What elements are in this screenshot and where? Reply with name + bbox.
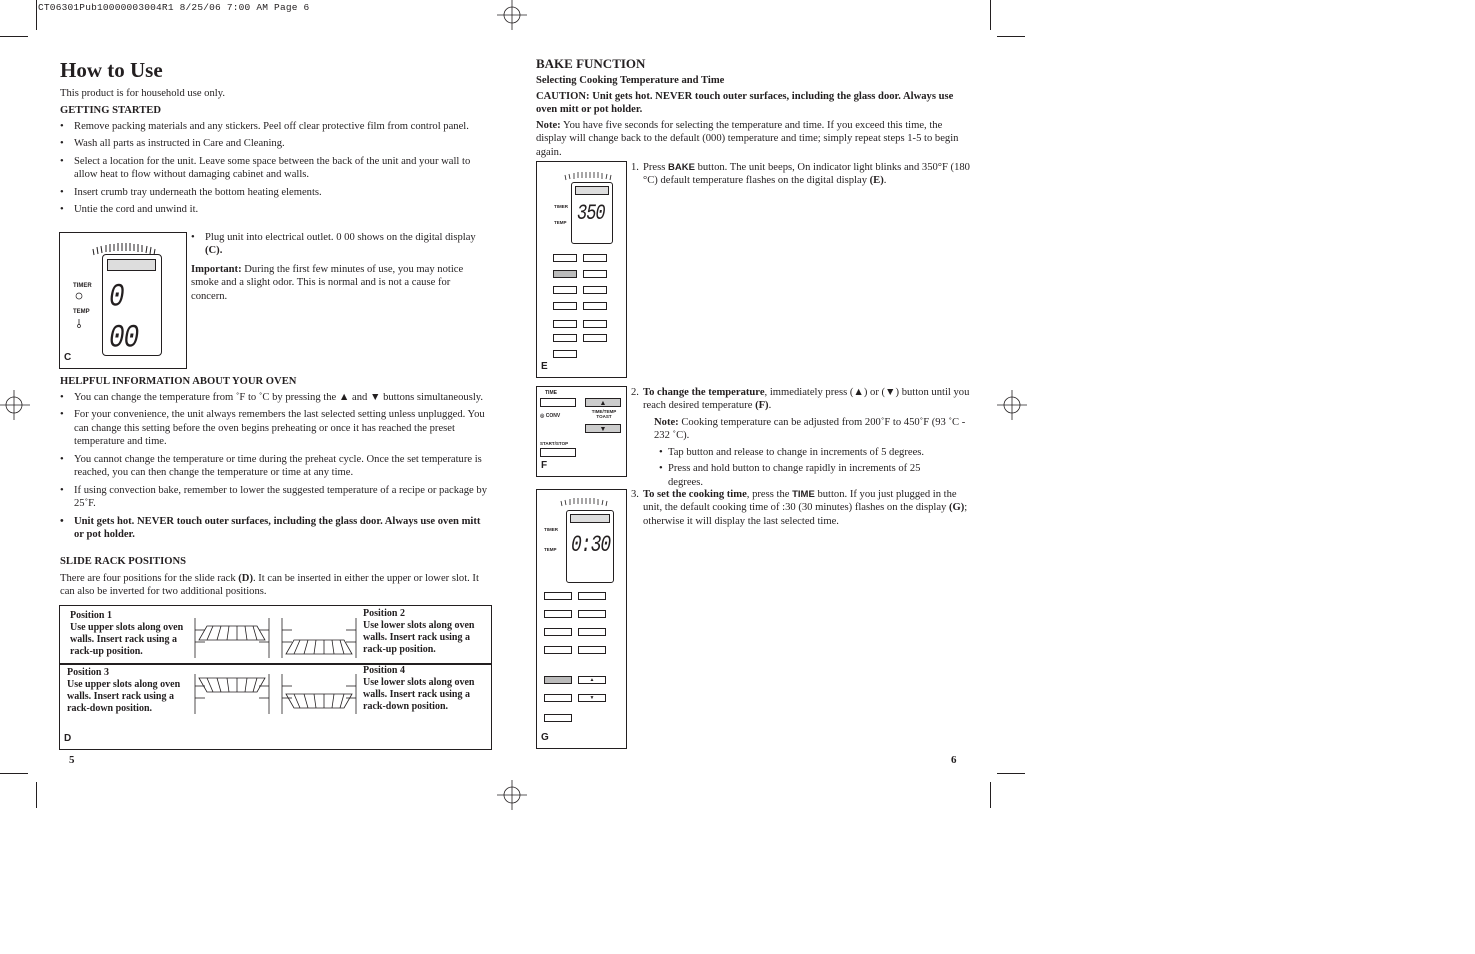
pizza-button[interactable] [583, 286, 607, 294]
crop-mark [36, 0, 37, 30]
rack-position-3-illustration [193, 672, 271, 716]
list-item: • Press and hold button to change rapidly in increments of 25 degrees. [659, 462, 939, 489]
print-slug: CT06301Pub10000003004R1 8/25/06 7:00 AM Page 6 [38, 2, 310, 13]
display-panel [102, 254, 162, 356]
bake-button[interactable] [553, 270, 577, 278]
crop-mark [0, 36, 28, 37]
pizza-button[interactable] [578, 628, 606, 636]
important-note: Important: During the first few minutes of use, you may notice smoke and a slight odor. This is normal and is not a cause for concern. [191, 264, 464, 302]
figure-d-rack-positions [59, 605, 492, 750]
bagel-button[interactable] [578, 592, 606, 600]
list-item: • Plug unit into electrical outlet. 0 00 shows on the digital display (C). [191, 231, 481, 258]
figure-e-control-panel [536, 161, 627, 378]
list-item: • Insert crumb tray underneath the bottom heating elements. [60, 186, 490, 199]
time-button[interactable] [540, 398, 576, 407]
frozen-snacks-button[interactable] [553, 302, 577, 310]
timer-label: TIMER [73, 283, 92, 289]
figure-label: E [541, 361, 548, 373]
crop-mark [997, 36, 1025, 37]
registration-mark-icon [997, 390, 1027, 420]
start-stop-button[interactable] [553, 350, 577, 358]
time-button[interactable] [553, 320, 577, 328]
getting-started-heading: GETTING STARTED [60, 105, 161, 116]
temp-label: TEMP [554, 220, 567, 225]
digital-readout: 350 [577, 202, 605, 227]
increment-list [631, 446, 931, 489]
position-4: Position 4 Use lower slots along oven walls. Insert rack using a rack-down position. [363, 665, 475, 712]
toast-button[interactable] [544, 592, 572, 600]
section-title: BAKE FUNCTION [536, 56, 646, 71]
list-item: • Untie the cord and unwind it. [60, 203, 490, 216]
temperature-dial-icon [559, 496, 609, 508]
temp-label: TEMP [73, 309, 90, 315]
page-title: How to Use [60, 58, 163, 82]
bake-button[interactable] [544, 610, 572, 618]
helpful-list [60, 391, 490, 546]
rack-position-2-illustration [280, 616, 358, 660]
list-item: • You cannot change the temperature or time during the preheat cycle. Once the set temperature is reached, you can then change the temperature or time at any time. [60, 453, 490, 480]
registration-mark-icon [497, 0, 527, 30]
caution-text: CAUTION: Unit gets hot. NEVER touch outer surfaces, including the glass door. Always use oven mitt or pot holder. [536, 91, 954, 116]
page-number-right: 6 [951, 754, 957, 766]
helpful-heading: HELPFUL INFORMATION ABOUT YOUR OVEN [60, 376, 297, 387]
broil-button[interactable] [583, 270, 607, 278]
up-arrow-button[interactable]: ▲ [578, 676, 606, 684]
slide-rack-text: There are four positions for the slide rack (D). It can be inserted in either the upper or lower slot. It can also be inverted for two additional positions. [60, 573, 479, 598]
note-text: Note: You have five seconds for selecting the temperature and time. If you exceed this time, the display will change back to the default (000) temperature and time; simply repeat steps 1-5 to begin again. [536, 120, 959, 158]
digital-readout: 0 00 [109, 277, 139, 357]
toast-button[interactable] [553, 254, 577, 262]
section-subtitle: Selecting Cooking Temperature and Time [536, 75, 725, 86]
warning-item: • Unit gets hot. NEVER touch outer surfaces, including the glass door. Always use oven mitt or pot holder. [60, 515, 490, 542]
crop-mark [997, 773, 1025, 774]
intro-text: This product is for household use only. [60, 88, 225, 99]
registration-mark-icon [497, 780, 527, 810]
list-item: • Tap button and release to change in increments of 5 degrees. [659, 446, 931, 459]
registration-mark-icon [0, 390, 30, 420]
crop-mark [990, 782, 991, 808]
list-item: • If using convection bake, remember to lower the suggested temperature of a recipe or package by 25˚F. [60, 484, 490, 511]
start-stop-button[interactable] [544, 714, 572, 722]
down-arrow-button[interactable]: ▼ [585, 424, 621, 433]
step-1: 1. Press BAKE button. The unit beeps, On indicator light blinks and 350°F (180 °C) default temperature flashes on the digital display (E). [631, 162, 970, 187]
position-3: Position 3 Use upper slots along oven walls. Insert rack using a rack-down position. [67, 667, 181, 714]
down-button[interactable] [583, 334, 607, 342]
display-window [570, 514, 610, 523]
list-item: • For your convenience, the unit always remembers the last selected setting unless unplugged. You can change this setting before the oven begins preheating or once it has reached the preset temperature and time. [60, 408, 490, 448]
list-item: • You can change the temperature from ˚F to ˚C by pressing the ▲ and ▼ buttons simultaneously. [60, 391, 490, 404]
crop-mark [36, 782, 37, 808]
frozen-snacks-button[interactable] [544, 646, 572, 654]
position-1: Position 1 Use upper slots along oven walls. Insert rack using a rack-up position. [70, 610, 184, 657]
thermometer-icon [76, 318, 82, 328]
time-label: TIME [545, 390, 557, 396]
figure-label: D [64, 733, 72, 745]
plug-list [191, 231, 481, 262]
figure-f-temp-buttons [536, 386, 627, 477]
up-button[interactable] [583, 320, 607, 328]
cookies-button[interactable] [544, 628, 572, 636]
slide-rack-heading: SLIDE RACK POSITIONS [60, 556, 186, 567]
broil-button[interactable] [578, 610, 606, 618]
down-arrow-button[interactable]: ▼ [578, 694, 606, 702]
display-window [575, 186, 609, 195]
rack-position-1-illustration [193, 616, 271, 660]
figure-label: F [541, 460, 548, 472]
clock-icon [75, 292, 83, 300]
cookies-button[interactable] [553, 286, 577, 294]
temp-label: TEMP [544, 547, 557, 552]
crop-mark [0, 773, 28, 774]
figure-label: C [64, 352, 72, 364]
time-button[interactable] [544, 676, 572, 684]
display-panel [566, 510, 614, 583]
crop-mark [990, 0, 991, 30]
display-window [107, 259, 156, 271]
timer-label: TIMER [544, 527, 558, 532]
start-stop-label: START/STOP [540, 441, 569, 446]
potato-button[interactable] [583, 302, 607, 310]
list-item: • Wash all parts as instructed in Care and Cleaning. [60, 137, 490, 150]
rack-position-4-illustration [280, 672, 358, 716]
figure-c-display [59, 232, 187, 369]
step-3: 3. To set the cooking time, press the TIME button. If you just plugged in the unit, the default cooking time of :30 (30 minutes) flashes on the display (G); otherwise it will display the last selected time. [631, 489, 968, 527]
time-temp-toast-label: TIME/TEMP TOAST [591, 409, 617, 419]
figure-label: G [541, 732, 549, 744]
conv-button[interactable] [544, 694, 572, 702]
conv-label: ◎ CONV [540, 413, 561, 419]
temperature-dial-icon [563, 170, 613, 182]
position-2: Position 2 Use lower slots along oven walls. Insert rack using a rack-up position. [363, 608, 475, 655]
up-arrow-button[interactable]: ▲ [585, 398, 621, 407]
start-stop-button[interactable] [540, 448, 576, 457]
conv-button[interactable] [553, 334, 577, 342]
timer-label: TIMER [554, 204, 568, 209]
list-item: • Remove packing materials and any stickers. Peel off clear protective film from control panel. [60, 120, 490, 133]
step-2: 2. To change the temperature, immediately press (▲) or (▼) button until you reach desired temperature (F). Note: Cooking temperature can be adjusted from 200˚F to 450˚F (93 ˚C - 232 ˚C). • Tap button and release to change in increments of 5 degrees. • Press and hold button to change rapidly in increments of 25 degrees. [631, 386, 971, 493]
bagel-button[interactable] [583, 254, 607, 262]
list-item: • Select a location for the unit. Leave some space between the back of the unit and your wall to allow heat to flow without damaging cabinet and walls. [60, 155, 490, 182]
page-number-left: 5 [69, 754, 75, 766]
display-panel [571, 182, 613, 244]
figure-g-control-panel [536, 489, 627, 749]
potato-button[interactable] [578, 646, 606, 654]
getting-started-list [60, 120, 490, 221]
digital-readout: 0:30 [571, 532, 611, 559]
